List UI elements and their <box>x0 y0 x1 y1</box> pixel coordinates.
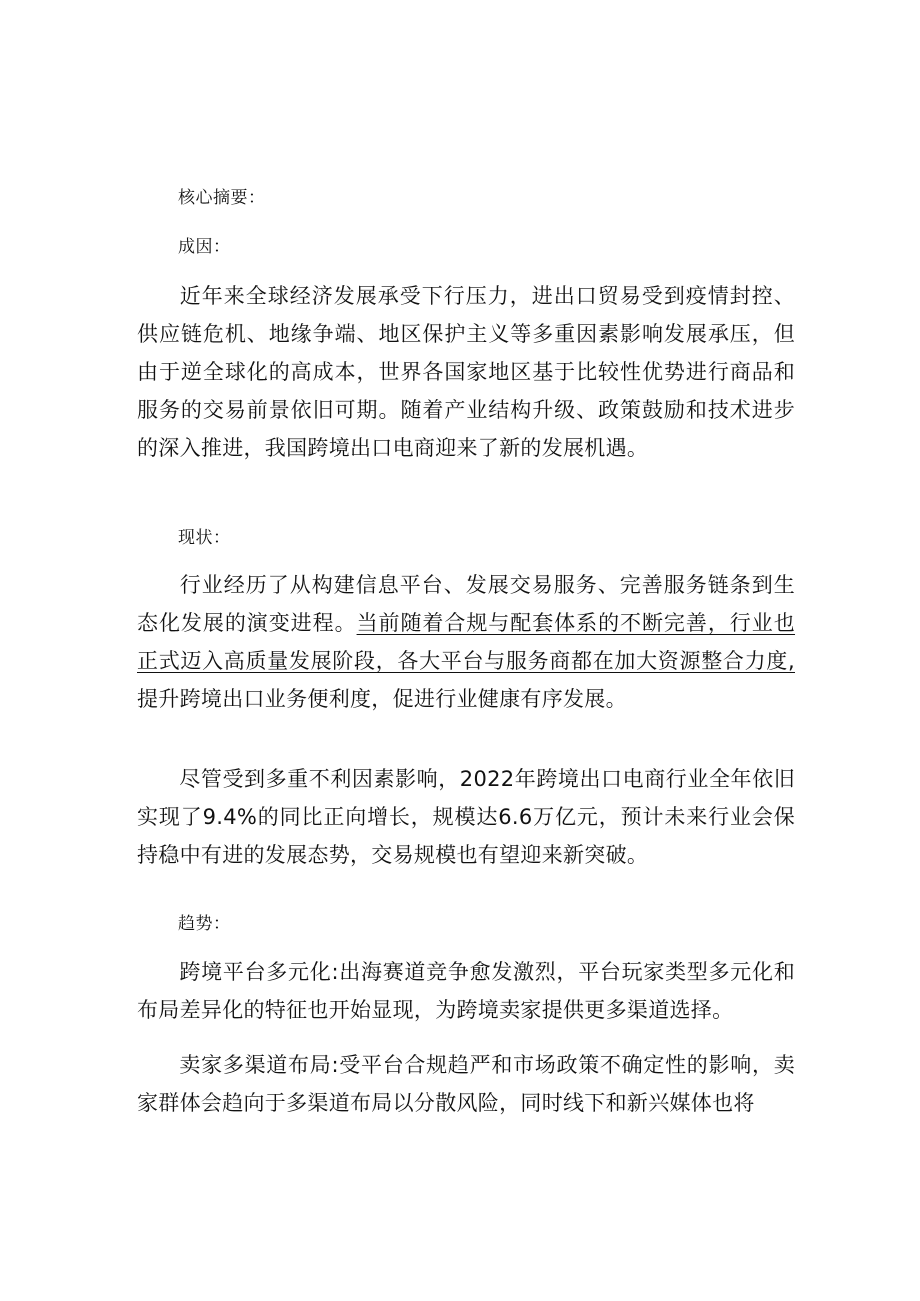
causes-paragraph <box>137 277 795 467</box>
trends-paragraph-2-text: 卖家多渠道布局:受平台合规趋严和市场政策不确定性的影响，卖家群体会趋向于多渠道布局以分散风险，同时线下和新兴媒体也将 <box>137 1053 795 1115</box>
summary-heading: 核心摘要： <box>178 188 266 208</box>
trends-paragraph-1 <box>137 953 795 1029</box>
causes-paragraph-text: 近年来全球经济发展承受下行压力，进出口贸易受到疫情封控、供应链危机、地缘争端、地区保护主义等多重因素影响发展承压，但由于逆全球化的高成本，世界各国家地区基于比较性优势进行商品和服务的交易前景依旧可期。随着产业结构升级、政策鼓励和技术进步的深入推进，我国跨境出口电商迎来了新的发展机遇。 <box>137 284 795 460</box>
trends-paragraph-1-text: 跨境平台多元化:出海赛道竞争愈发激烈，平台玩家类型多元化和布局差异化的特征也开始显现，为跨境卖家提供更多渠道选择。 <box>137 960 795 1022</box>
trends-heading: 趋势： <box>178 914 231 934</box>
status-paragraph-1-start: 行业经历了从构建信息平台、发展交易服务、完善服务链条到生态化发展的演变进程。 <box>137 573 795 635</box>
status-paragraph-1-underlined: 当前随着合规与配套体系的不断完善，行业也正式迈入高质量发展阶段，各大平台与服务商都在加大资源整合力度, <box>137 611 796 673</box>
status-paragraph-2 <box>137 760 795 874</box>
status-paragraph-1 <box>137 566 795 718</box>
causes-heading: 成因： <box>178 237 231 257</box>
status-paragraph-2-text: 尽管受到多重不利因素影响，2022年跨境出口电商行业全年依旧实现了9.4%的同比正向增长，规模达6.6万亿元，预计未来行业会保持稳中有进的发展态势，交易规模也有望迎来新突破。 <box>137 767 795 867</box>
status-heading: 现状： <box>178 528 231 548</box>
status-paragraph-1-end: 提升跨境出口业务便利度，促进行业健康有序发展。 <box>137 687 627 711</box>
trends-paragraph-2 <box>137 1046 795 1122</box>
